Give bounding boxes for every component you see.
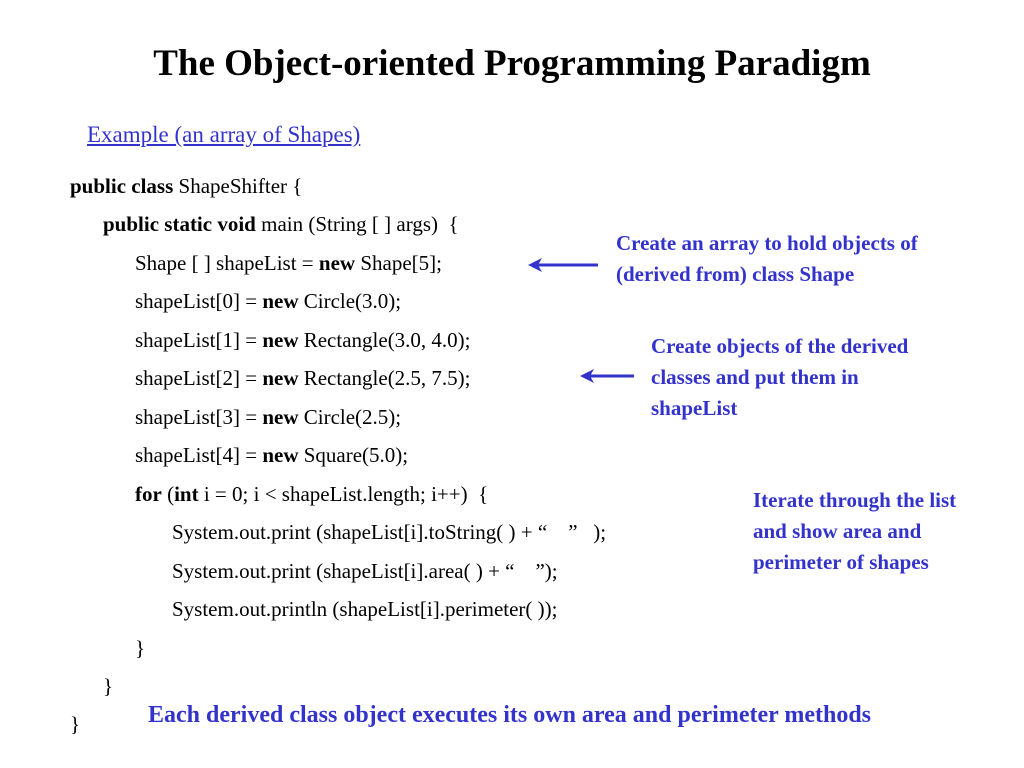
code-line [172,518,606,546]
code-line [135,364,471,392]
code-text: } [70,712,81,736]
code-text: Rectangle(3.0, 4.0); [298,328,471,352]
note-iterate [753,485,956,578]
code-text: Square(5.0); [298,443,409,467]
code-line [103,210,459,238]
note-line: perimeter of shapes [753,550,929,574]
note-line: Iterate through the list [753,488,957,512]
note-line: and show area and [753,519,922,543]
code-keyword: new [262,289,299,313]
code-text: Circle(3.0); [298,289,402,313]
note-create-objects [651,331,908,424]
code-text: main (String [ ] args) { [255,212,459,236]
code-line [135,480,488,508]
code-line [70,172,302,200]
code-line [172,595,558,623]
note-line: (derived from) class Shape [616,262,855,286]
code-keyword: int [174,482,199,506]
code-text: shapeList[3] = [135,405,263,429]
code-line [70,710,80,738]
code-line [135,634,145,662]
code-text: shapeList[1] = [135,328,263,352]
bottom-note: Each derived class object executes its own area and perimeter methods [148,702,871,728]
left-arrow-icon [528,256,600,274]
code-text: System.out.print (shapeList[i].area( ) + “ ”); [172,559,558,583]
left-arrow-icon [580,367,636,385]
code-keyword: public class [70,174,174,198]
code-text: Circle(2.5); [298,405,402,429]
code-line [135,287,401,315]
code-line [103,672,113,700]
code-line [135,249,442,277]
slide-title: The Object-oriented Programming Paradigm [153,43,871,84]
code-text: shapeList[2] = [135,366,263,390]
code-text: ( [161,482,175,506]
note-line: Create an array to hold objects of [616,231,918,255]
code-text: } [103,674,114,698]
slide-subtitle: Example (an array of Shapes) [87,122,361,147]
code-line [135,403,401,431]
code-text: i = 0; i < shapeList.length; i++) { [198,482,489,506]
code-text: System.out.print (shapeList[i].toString( ) + “ ” ); [172,520,607,544]
note-line: shapeList [651,396,738,420]
code-text: Shape[5]; [355,251,442,275]
code-text: } [135,636,146,660]
code-keyword: public static void [103,212,256,236]
code-keyword: new [262,443,299,467]
code-keyword: new [318,251,356,275]
note-line: Create objects of the derived [651,334,909,358]
code-keyword: new [262,328,299,352]
code-keyword: new [262,405,299,429]
code-text: shapeList[0] = [135,289,263,313]
code-text: System.out.println (shapeList[i].perimeter( )); [172,597,558,621]
code-line [135,326,471,354]
code-line [135,441,408,469]
code-text: ShapeShifter { [173,174,303,198]
code-text: shapeList[4] = [135,443,263,467]
note-line: classes and put them in [651,365,859,389]
note-create-array [616,228,918,290]
code-keyword: new [262,366,299,390]
code-keyword: for [135,482,162,506]
code-text: Rectangle(2.5, 7.5); [298,366,471,390]
code-line [172,557,558,585]
code-text: Shape [ ] shapeList = [135,251,319,275]
